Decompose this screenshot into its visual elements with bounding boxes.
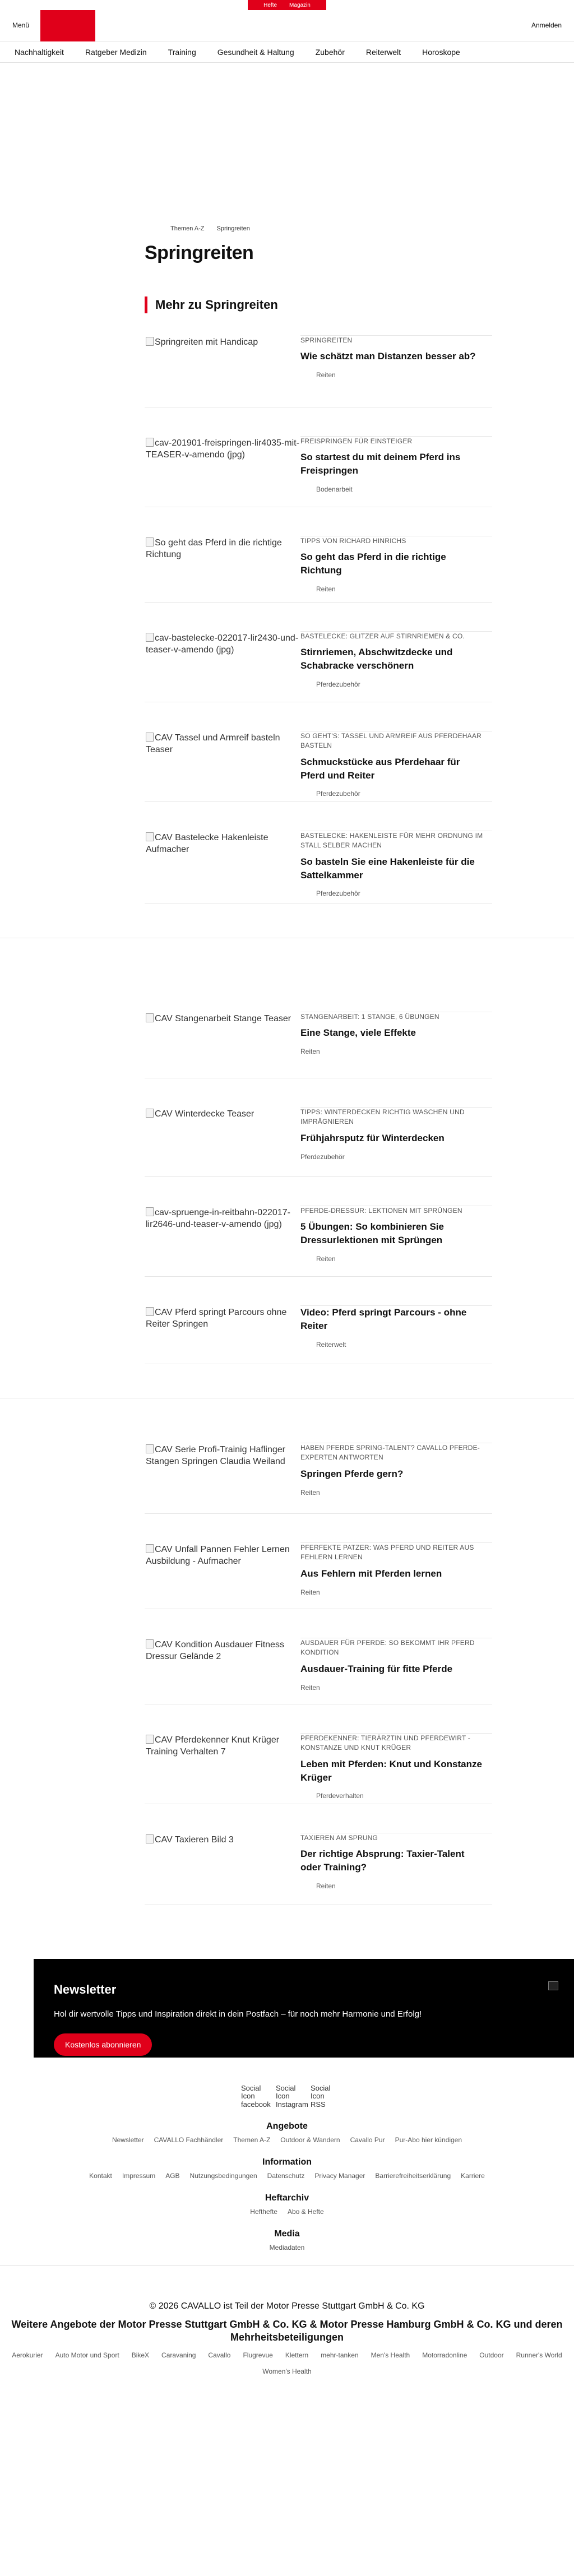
footer-link-barrierefreiheitserkl-rung[interactable]: Barrierefreiheitserklärung: [375, 2172, 451, 2180]
footer-heading-heftarchiv: Heftarchiv: [265, 2193, 309, 2203]
teaser-top-rule: [300, 1305, 492, 1306]
teaser-item[interactable]: [145, 536, 492, 603]
teaser-spacer: [145, 1277, 492, 1306]
brand-link-flugrevue[interactable]: Flugrevue: [243, 2351, 273, 2359]
footer-links-media: [0, 2244, 574, 2251]
accent-bar: [145, 296, 147, 313]
teaser-category[interactable]: Pferdeverhalten: [316, 1792, 364, 1800]
nav-item-nachhaltigkeit[interactable]: Nachhaltigkeit: [15, 47, 64, 57]
teaser-image-alt: CAV Stangenarbeit Stange Teaser: [155, 1014, 291, 1023]
teaser-category[interactable]: Pferdezubehör: [316, 680, 360, 688]
nav-item-gesundheit[interactable]: Gesundheit & Haltung: [217, 47, 294, 57]
broken-image-icon: [146, 1735, 154, 1744]
teaser-image-alt: CAV Winterdecke Teaser: [155, 1109, 254, 1119]
teaser-spacer: [145, 1078, 492, 1108]
teaser-image[interactable]: [145, 632, 300, 702]
page-title: Springreiten: [145, 242, 254, 263]
teaser-kicker: HABEN PFERDE SPRING-TALENT? CAVALLO PFERDE-EXPERTEN ANTWORTEN: [300, 1444, 480, 1462]
teaser-kicker: TIPPS: WINTERDECKEN RICHTIG WASCHEN UND IMPRÄGNIEREN: [300, 1108, 465, 1126]
teaser-item[interactable]: [145, 632, 492, 702]
brand-link-caravaning[interactable]: Caravaning: [161, 2351, 196, 2359]
teaser-image[interactable]: [145, 336, 300, 407]
teaser-headline[interactable]: Aus Fehlern mit Pferden lernen: [300, 1568, 442, 1579]
footer-links-angebote: [0, 2136, 574, 2144]
broken-image-icon: [146, 1444, 154, 1453]
teaser-category[interactable]: Reiten: [300, 1488, 320, 1497]
broken-image-icon: [146, 1544, 154, 1553]
teaser-headline[interactable]: Stirnriemen, Abschwitzdecke und Schabracke verschönern: [300, 647, 453, 671]
teaser-headline[interactable]: Wie schätzt man Distanzen besser ab?: [300, 351, 476, 362]
teaser-category[interactable]: Reiten: [316, 585, 336, 593]
newsletter-subscribe-button[interactable]: Kostenlos abonnieren: [54, 2033, 152, 2056]
rss-icon[interactable]: Social Icon RSS: [311, 2084, 331, 2109]
footer-heading-information: Information: [262, 2157, 312, 2167]
teaser-kicker: SPRINGREITEN: [300, 336, 353, 344]
teaser-headline[interactable]: Ausdauer-Training für fitte Pferde: [300, 1663, 453, 1674]
brand-link-outdoor[interactable]: Outdoor: [479, 2351, 504, 2359]
teaser-body: [300, 536, 492, 602]
newsletter-box: [34, 1959, 574, 2058]
teaser-kicker: TAXIEREN AM SPRUNG: [300, 1834, 378, 1842]
teaser-headline[interactable]: Eine Stange, viele Effekte: [300, 1027, 416, 1039]
teaser-item[interactable]: [145, 831, 492, 904]
broken-image-icon: [146, 633, 154, 642]
broken-image-icon: [146, 438, 154, 447]
brand-link-runner-s-world[interactable]: Runner's World: [516, 2351, 562, 2359]
broken-image-icon: [146, 733, 154, 742]
nav-item-zubehoer[interactable]: Zubehör: [315, 47, 345, 57]
brand-link-aerokurier[interactable]: Aerokurier: [12, 2351, 43, 2359]
teaser-body: [300, 1638, 492, 1704]
teaser-spacer: [145, 1177, 492, 1206]
teaser-item[interactable]: [145, 731, 492, 802]
broken-image-icon: [146, 538, 154, 546]
site-logo[interactable]: [40, 10, 95, 41]
broken-image-icon: [146, 1639, 154, 1648]
teaser-image-alt: CAV Serie Profi-Trainig Haflinger Stangen Springen Claudia Weiland: [146, 1445, 285, 1466]
teaser-image[interactable]: [145, 1734, 300, 1804]
teaser-image-alt: CAV Taxieren Bild 3: [155, 1835, 234, 1845]
brand-link-women-s-health[interactable]: Women's Health: [262, 2367, 312, 2375]
login-link[interactable]: Anmelden: [531, 21, 562, 29]
footer-link-cavallo-pur[interactable]: Cavallo Pur: [350, 2136, 385, 2144]
brand-link-cavallo[interactable]: Cavallo: [208, 2351, 231, 2359]
teaser-image[interactable]: [145, 731, 300, 801]
brand-link-men-s-health[interactable]: Men's Health: [371, 2351, 410, 2359]
facebook-icon[interactable]: Social Icon facebook: [241, 2084, 271, 2109]
footer-links-heftarchiv: [0, 2208, 574, 2216]
broken-image-icon: [146, 1207, 154, 1216]
teaser-category[interactable]: Reiten: [316, 1882, 336, 1890]
teaser-category[interactable]: Pferdezubehör: [316, 889, 360, 898]
teaser-spacer: [145, 507, 492, 536]
teaser-body: [300, 1108, 492, 1176]
teaser-spacer: [145, 1704, 492, 1734]
footer-link-outdoor-wandern[interactable]: Outdoor & Wandern: [280, 2136, 340, 2144]
menu-button[interactable]: Menü: [12, 21, 30, 29]
newsletter-title: Newsletter: [54, 1982, 117, 1996]
brand-link-motorradonline[interactable]: Motorradonline: [422, 2351, 467, 2359]
teaser-image[interactable]: [145, 1833, 300, 1905]
teaser-image-alt: CAV Kondition Ausdauer Fitness Dressur Gelände 2: [146, 1640, 284, 1661]
teaser-image[interactable]: [145, 1543, 300, 1609]
teaser-kicker: AUSDAUER FÜR PFERDE: SO BEKOMMT IHR PFERD KONDITION: [300, 1639, 475, 1657]
footer-link-hefthefte[interactable]: Hefthefte: [250, 2208, 277, 2216]
teaser-body: [300, 1734, 492, 1804]
teaser-body: [300, 1306, 492, 1364]
teaser-image-alt: Springreiten mit Handicap: [155, 337, 258, 347]
teaser-kicker: PFERFEKTE PATZER: WAS PFERD UND REITER AUS FEHLERN LERNEN: [300, 1544, 474, 1562]
teaser-category[interactable]: Reiten: [300, 1048, 320, 1056]
copyright: © 2026 CAVALLO ist Teil der Motor Presse Stuttgart GmbH & Co. KG: [149, 2301, 425, 2311]
teaser-category[interactable]: Reiten: [300, 1683, 320, 1692]
teaser-headline[interactable]: Der richtige Absprung: Taxier-Talent oder Training?: [300, 1848, 465, 1873]
broken-image-icon: [146, 1834, 154, 1843]
teaser-headline[interactable]: Video: Pferd springt Parcours - ohne Reiter: [300, 1307, 467, 1331]
footer-links-information: [0, 2172, 574, 2180]
teaser-body: [300, 1012, 492, 1078]
teaser-top-rule: [300, 436, 492, 437]
broken-image-icon: [146, 1307, 154, 1316]
main-nav: [0, 41, 574, 63]
teaser-headline[interactable]: So startest du mit deinem Pferd ins Freispringen: [300, 452, 461, 476]
teaser-top-rule: [300, 1733, 492, 1734]
section-heading-text: Mehr zu Springreiten: [155, 298, 278, 312]
teaser-spacer: [145, 702, 492, 731]
teaser-image-alt: CAV Bastelecke Hakenleiste Aufmacher: [146, 833, 269, 854]
teaser-list: [145, 336, 492, 904]
broken-image-icon: [146, 832, 154, 841]
teaser-image[interactable]: [145, 1206, 300, 1276]
nav-item-horoskope[interactable]: Horoskope: [422, 47, 460, 57]
footer-link-impressum[interactable]: Impressum: [122, 2172, 156, 2180]
brand-link-bikex[interactable]: BikeX: [131, 2351, 150, 2359]
teaser-category[interactable]: Reiten: [300, 1588, 320, 1596]
teaser-top-rule: [300, 1107, 492, 1108]
teaser-spacer: [145, 1514, 492, 1543]
teaser-category[interactable]: Bodenarbeit: [316, 485, 353, 493]
teaser-image[interactable]: [145, 536, 300, 602]
further-offers-heading: Weitere Angebote der Motor Presse Stuttgart GmbH & Co. KG & Motor Presse Hamburg GmbH & Co. KG und deren Mehrheitsbeteiligungen: [11, 2319, 563, 2343]
teaser-image-alt: CAV Unfall Pannen Fehler Lernen Ausbildung - Aufmacher: [146, 1545, 290, 1566]
top-link-magazin[interactable]: Magazin: [289, 2, 311, 8]
teaser-item[interactable]: [145, 1833, 492, 1905]
nav-item-reiterwelt[interactable]: Reiterwelt: [365, 47, 401, 57]
teaser-spacer: [145, 1804, 492, 1833]
teaser-kicker: TIPPS VON RICHARD HINRICHS: [300, 537, 406, 545]
teaser-item[interactable]: [145, 336, 492, 407]
teaser-image-alt: So geht das Pferd in die richtige Richtung: [146, 538, 282, 559]
broken-image-icon: [146, 1013, 154, 1022]
teaser-image[interactable]: [145, 831, 300, 904]
teaser-image[interactable]: [145, 1443, 300, 1513]
breadcrumb-item[interactable]: Themen A-Z: [170, 225, 205, 232]
teaser-top-rule: [300, 631, 492, 632]
teaser-image[interactable]: [145, 1306, 300, 1364]
top-links: [248, 0, 326, 10]
teaser-image-alt: CAV Tassel und Armreif basteln Teaser: [146, 733, 280, 754]
teaser-item[interactable]: [145, 1012, 492, 1078]
site-footer: [0, 2058, 574, 2384]
teaser-item[interactable]: [145, 1206, 492, 1277]
teaser-headline[interactable]: So geht das Pferd in die richtige Richtung: [300, 552, 446, 576]
broken-image-icon: [146, 337, 154, 346]
teaser-category[interactable]: Pferdezubehör: [316, 790, 360, 798]
footer-link-newsletter[interactable]: Newsletter: [112, 2136, 144, 2144]
teaser-body: [300, 1543, 492, 1609]
footer-link-mediadaten[interactable]: Mediadaten: [269, 2244, 305, 2251]
teaser-category[interactable]: Reiterwelt: [316, 1340, 346, 1349]
teaser-body: [300, 1443, 492, 1513]
teaser-top-rule: [300, 1542, 492, 1543]
top-link-hefte[interactable]: Hefte: [263, 2, 277, 8]
breadcrumb: [145, 225, 492, 232]
teaser-image[interactable]: [145, 1108, 300, 1176]
top-strip: [0, 0, 574, 10]
teaser-image[interactable]: [145, 437, 300, 507]
footer-link-privacy-manager[interactable]: Privacy Manager: [314, 2172, 365, 2180]
brand-links: [0, 2350, 574, 2377]
teaser-spacer: [145, 603, 492, 632]
teaser-spacer: [145, 407, 492, 437]
teaser-kicker: BASTELECKE: HAKENLEISTE FÜR MEHR ORDNUNG IM STALL SELBER MACHEN: [300, 832, 483, 850]
ad-placeholder: [0, 63, 574, 225]
teaser-image[interactable]: [145, 1638, 300, 1704]
teaser-headline[interactable]: Schmuckstücke aus Pferdehaar für Pferd und Reiter: [300, 756, 460, 781]
teaser-list: [145, 1443, 492, 1905]
teaser-section-2: [145, 1012, 492, 1364]
teaser-headline[interactable]: Leben mit Pferden: Knut und Konstanze Krüger: [300, 1758, 482, 1783]
teaser-headline[interactable]: Springen Pferde gern?: [300, 1468, 404, 1479]
teaser-kicker: STANGENARBEIT: 1 STANGE, 6 ÜBUNGEN: [300, 1013, 439, 1021]
footer-link-pur-abo-hier-k-ndigen[interactable]: Pur-Abo hier kündigen: [395, 2136, 462, 2144]
teaser-kicker: SO GEHT'S: TASSEL UND ARMREIF AUS PFERDEHAAR BASTELN: [300, 732, 482, 750]
teaser-section-3: [145, 1443, 492, 1905]
newsletter-text: Hol dir wertvolle Tipps und Inspiration direkt in dein Postfach – für noch mehr Harmonie und Erfolg!: [54, 2009, 422, 2019]
teaser-body: [300, 831, 492, 904]
teaser-image-alt: cav-bastelecke-022017-lir2430-und-teaser-v-amendo (jpg): [146, 633, 299, 655]
teaser-image-alt: CAV Pferd springt Parcours ohne Reiter Springen: [146, 1308, 287, 1329]
teaser-kicker: PFERDE-DRESSUR: LEKTIONEN MIT SPRÜNGEN: [300, 1207, 462, 1215]
brand-link-auto-motor-und-sport[interactable]: Auto Motor und Sport: [55, 2351, 119, 2359]
footer-link-kontakt[interactable]: Kontakt: [89, 2172, 112, 2180]
newsletter-image: [548, 1981, 558, 1990]
footer-heading-media: Media: [274, 2229, 300, 2239]
brand-link-klettern[interactable]: Klettern: [285, 2351, 309, 2359]
breadcrumb-item: Springreiten: [216, 225, 250, 232]
teaser-item[interactable]: [145, 1734, 492, 1804]
teaser-body: [300, 437, 492, 507]
teaser-body: [300, 1206, 492, 1276]
teaser-image-alt: CAV Pferdekenner Knut Krüger Training Verhalten 7: [146, 1735, 280, 1757]
teaser-spacer: [145, 1609, 492, 1638]
teaser-body: [300, 731, 492, 801]
teaser-kicker: FREISPRINGEN FÜR EINSTEIGER: [300, 437, 413, 445]
teaser-category[interactable]: Pferdezubehör: [300, 1152, 345, 1161]
footer-link-abo-hefte[interactable]: Abo & Hefte: [287, 2208, 324, 2216]
footer-heading-angebote: Angebote: [266, 2121, 308, 2131]
teaser-item[interactable]: [145, 1638, 492, 1704]
teaser-item[interactable]: [145, 1443, 492, 1514]
teaser-body: [300, 1833, 492, 1905]
footer-link-nutzungsbedingungen[interactable]: Nutzungsbedingungen: [189, 2172, 257, 2180]
teaser-item[interactable]: [145, 437, 492, 507]
footer-link-datenschutz[interactable]: Datenschutz: [267, 2172, 305, 2180]
teaser-image-alt: cav-201901-freispringen-lir4035-mit-TEASER-v-amendo (jpg): [146, 438, 299, 460]
footer-link-karriere[interactable]: Karriere: [461, 2172, 485, 2180]
section-heading: [145, 296, 492, 313]
teaser-item[interactable]: [145, 1306, 492, 1364]
footer-link-themen-a-z[interactable]: Themen A-Z: [233, 2136, 271, 2144]
teaser-headline[interactable]: Frühjahrsputz für Winterdecken: [300, 1132, 445, 1143]
instagram-icon[interactable]: Social Icon Instagram: [276, 2084, 308, 2109]
teaser-category[interactable]: Reiten: [316, 1254, 336, 1263]
teaser-body: [300, 336, 492, 407]
broken-image-icon: [146, 1109, 154, 1118]
nav-item-training[interactable]: Training: [168, 47, 196, 57]
footer-link-cavallo-fachh-ndler[interactable]: CAVALLO Fachhändler: [154, 2136, 224, 2144]
teaser-kicker: BASTELECKE: GLITZER AUF STIRNRIEMEN & CO.: [300, 632, 465, 640]
footer-link-agb[interactable]: AGB: [165, 2172, 180, 2180]
social-links: [0, 2084, 574, 2116]
main-content: [145, 225, 492, 904]
teaser-spacer: [145, 802, 492, 831]
teaser-body: [300, 632, 492, 702]
teaser-kicker: PFERDEKENNER: TIERÄRZTIN UND PFERDEWIRT - KONSTANZE UND KNUT KRÜGER: [300, 1734, 470, 1752]
nav-item-ratgeber-medizin[interactable]: Ratgeber Medizin: [85, 47, 147, 57]
teaser-item[interactable]: [145, 1108, 492, 1177]
teaser-top-rule: [300, 335, 492, 336]
brand-link-mehr-tanken[interactable]: mehr-tanken: [321, 2351, 359, 2359]
teaser-headline[interactable]: 5 Übungen: So kombinieren Sie Dressurlektionen mit Sprüngen: [300, 1221, 444, 1246]
site-header: [0, 10, 574, 41]
teaser-list: [145, 1012, 492, 1364]
teaser-headline[interactable]: So basteln Sie eine Hakenleiste für die Sattelkammer: [300, 856, 475, 881]
teaser-item[interactable]: [145, 1543, 492, 1609]
teaser-image-alt: cav-spruenge-in-reitbahn-022017-lir2646-und-teaser-v-amendo (jpg): [146, 1208, 290, 1229]
teaser-image[interactable]: [145, 1012, 300, 1078]
teaser-category[interactable]: Reiten: [316, 371, 336, 379]
